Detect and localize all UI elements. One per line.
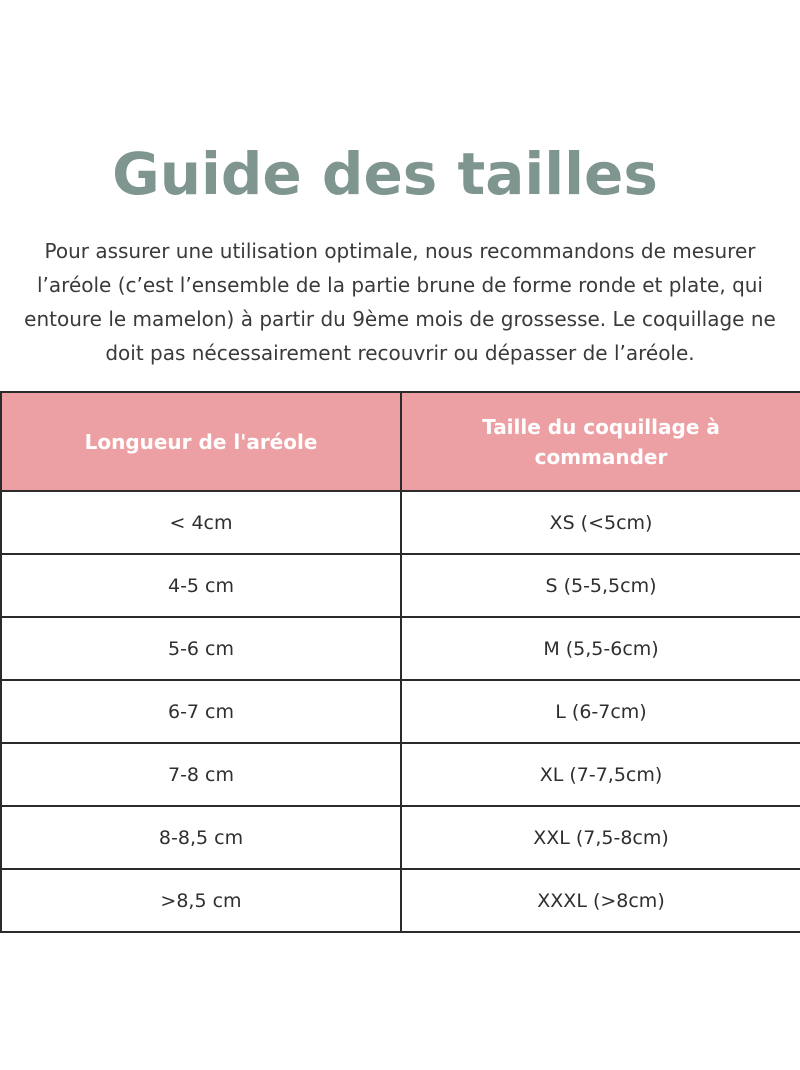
areola-length-cell: < 4cm [1, 491, 401, 554]
shell-size-cell: XXL (7,5-8cm) [401, 806, 800, 869]
table-row [1, 806, 800, 869]
table-row [1, 617, 800, 680]
areola-length-cell: 5-6 cm [1, 617, 401, 680]
table-row [1, 491, 800, 554]
table-row [1, 554, 800, 617]
shell-size-cell: XXXL (>8cm) [401, 869, 800, 932]
page-title: Guide des tailles [112, 140, 658, 208]
size-table [0, 391, 800, 933]
shell-size-cell: XS (<5cm) [401, 491, 800, 554]
header-areola-length: Longueur de l'aréole [1, 392, 401, 491]
areola-length-cell: 8-8,5 cm [1, 806, 401, 869]
table-row [1, 680, 800, 743]
areola-length-cell: 6-7 cm [1, 680, 401, 743]
areola-length-cell: 4-5 cm [1, 554, 401, 617]
table-row [1, 869, 800, 932]
header-shell-size: Taille du coquillage à commander [401, 392, 800, 491]
shell-size-cell: M (5,5-6cm) [401, 617, 800, 680]
shell-size-cell: L (6-7cm) [401, 680, 800, 743]
shell-size-cell: XL (7-7,5cm) [401, 743, 800, 806]
areola-length-cell: 7-8 cm [1, 743, 401, 806]
table-header-row [1, 392, 800, 491]
intro-paragraph: Pour assurer une utilisation optimale, nous recommandons de mesurer l’aréole (c’est l’ensemble de la partie brune de forme ronde et plate, qui entoure le mamelon) à partir du 9ème mois de grossesse. Le coquillage ne doit pas nécessairement recouvrir ou dépasser de l’aréole. [24, 239, 776, 365]
shell-size-cell: S (5-5,5cm) [401, 554, 800, 617]
table-row [1, 743, 800, 806]
areola-length-cell: >8,5 cm [1, 869, 401, 932]
